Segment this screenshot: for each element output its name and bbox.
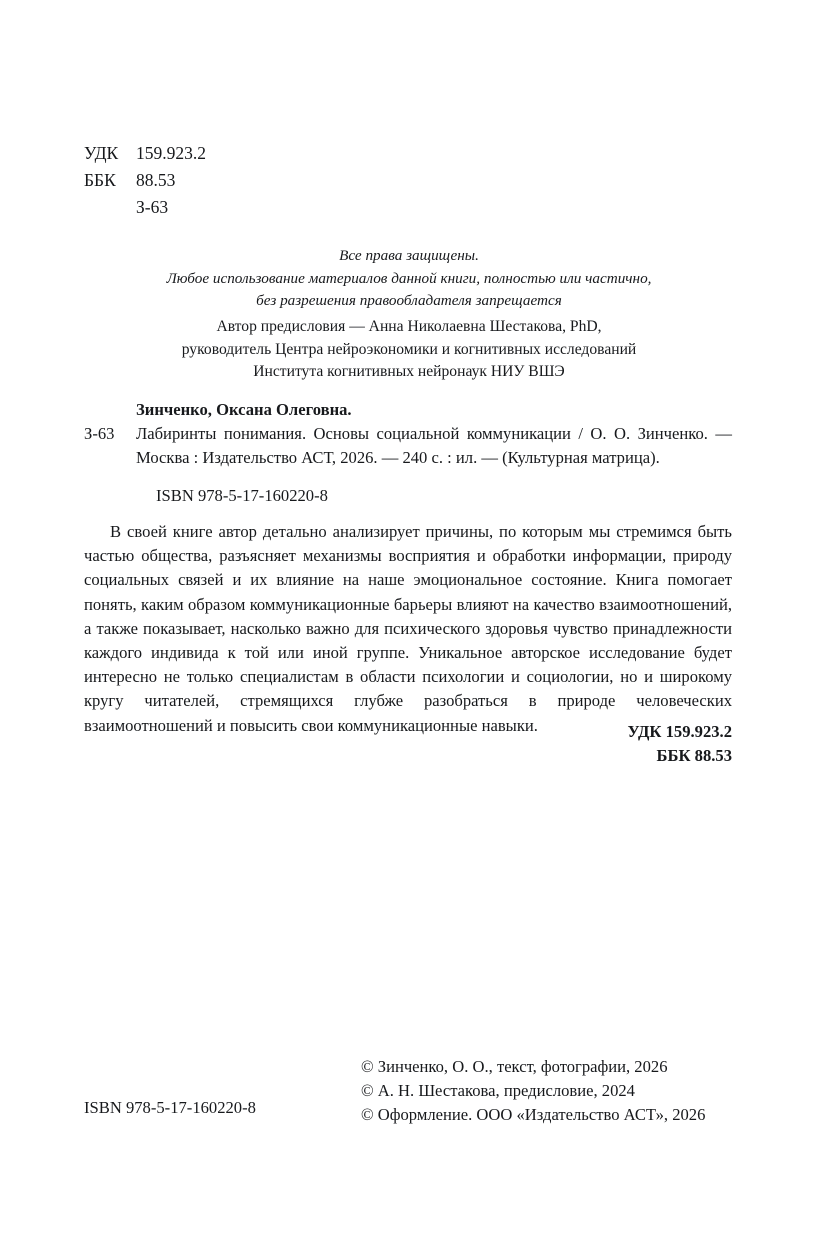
- biblio-isbn: ISBN 978-5-17-160220-8: [156, 486, 328, 505]
- udc-row: [84, 140, 206, 167]
- biblio-author: Зинченко, Оксана Олеговна.: [136, 400, 352, 419]
- rights-line-1: Все права защищены.: [339, 247, 479, 264]
- copyright-line-2: © А. Н. Шестакова, предисловие, 2024: [361, 1080, 635, 1100]
- bbk-label: ББК: [84, 170, 116, 190]
- udc-label: УДК: [84, 143, 119, 163]
- classification-block: [84, 140, 206, 221]
- copyright-line-1: © Зинченко, О. О., текст, фотографии, 2026: [361, 1057, 668, 1076]
- copyright-line-3: © Оформление. ООО «Издательство АСТ», 2026: [361, 1104, 706, 1124]
- isbn-bottom: ISBN 978-5-17-160220-8: [84, 1098, 256, 1117]
- credit-line-2: руководитель Центра нейроэкономики и когнитивных исследований: [181, 340, 637, 358]
- annotation-text: В своей книге автор детально анализирует причины, по которым мы стремимся быть частью общества, разъясняет механизмы восприятия и обработки информации, природу социальных связей и их влияние на наше эмоциональное состояние. Книга помогает понять, каким образом коммуникационные барьеры влияют на качество взаимоотношений, а также показывает, насколько важно для психического здоровья чувство принадлежности каждого индивида к той или иной группе. Уникальное авторское исследование будет интересно не только специалистам в области психологии и социологии, но и широкому кругу читателей, стремящихся глубже разобраться в природе человеческих взаимоотношений и повысить свои коммуникационные навыки.: [84, 522, 732, 735]
- biblio-description: Лабиринты понимания. Основы социальной коммуникации / О. О. Зинченко. — Москва : Издательство АСТ, 2026. — 240 с. : ил. — (Культурная матрица).: [136, 424, 732, 467]
- bbk-row: [84, 167, 206, 194]
- rights-line-2: Любое использование материалов данной книги, полностью или частично,: [166, 269, 652, 287]
- classification-repeat-bbk: ББК 88.53: [656, 746, 732, 765]
- copyright-block: [361, 1055, 705, 1126]
- classification-repeat: [84, 720, 732, 768]
- biblio-side-code: З-63: [84, 424, 115, 443]
- udc-value: 159.923.2: [136, 143, 206, 163]
- rights-notice: [84, 245, 734, 313]
- classification-repeat-udc: УДК 159.923.2: [627, 722, 732, 741]
- rights-line-3: без разрешения правообладателя запрещается: [256, 292, 562, 309]
- bibliographic-record: [84, 398, 732, 508]
- credit-line-3: Института когнитивных нейронаук НИУ ВШЭ: [253, 363, 565, 380]
- author-code-row: [84, 194, 206, 221]
- foreword-credit: [84, 316, 734, 384]
- author-code-value: З-63: [136, 197, 169, 217]
- credit-line-1: Автор предисловия — Анна Николаевна Шестакова, PhD,: [216, 318, 602, 335]
- bbk-value: 88.53: [136, 170, 176, 190]
